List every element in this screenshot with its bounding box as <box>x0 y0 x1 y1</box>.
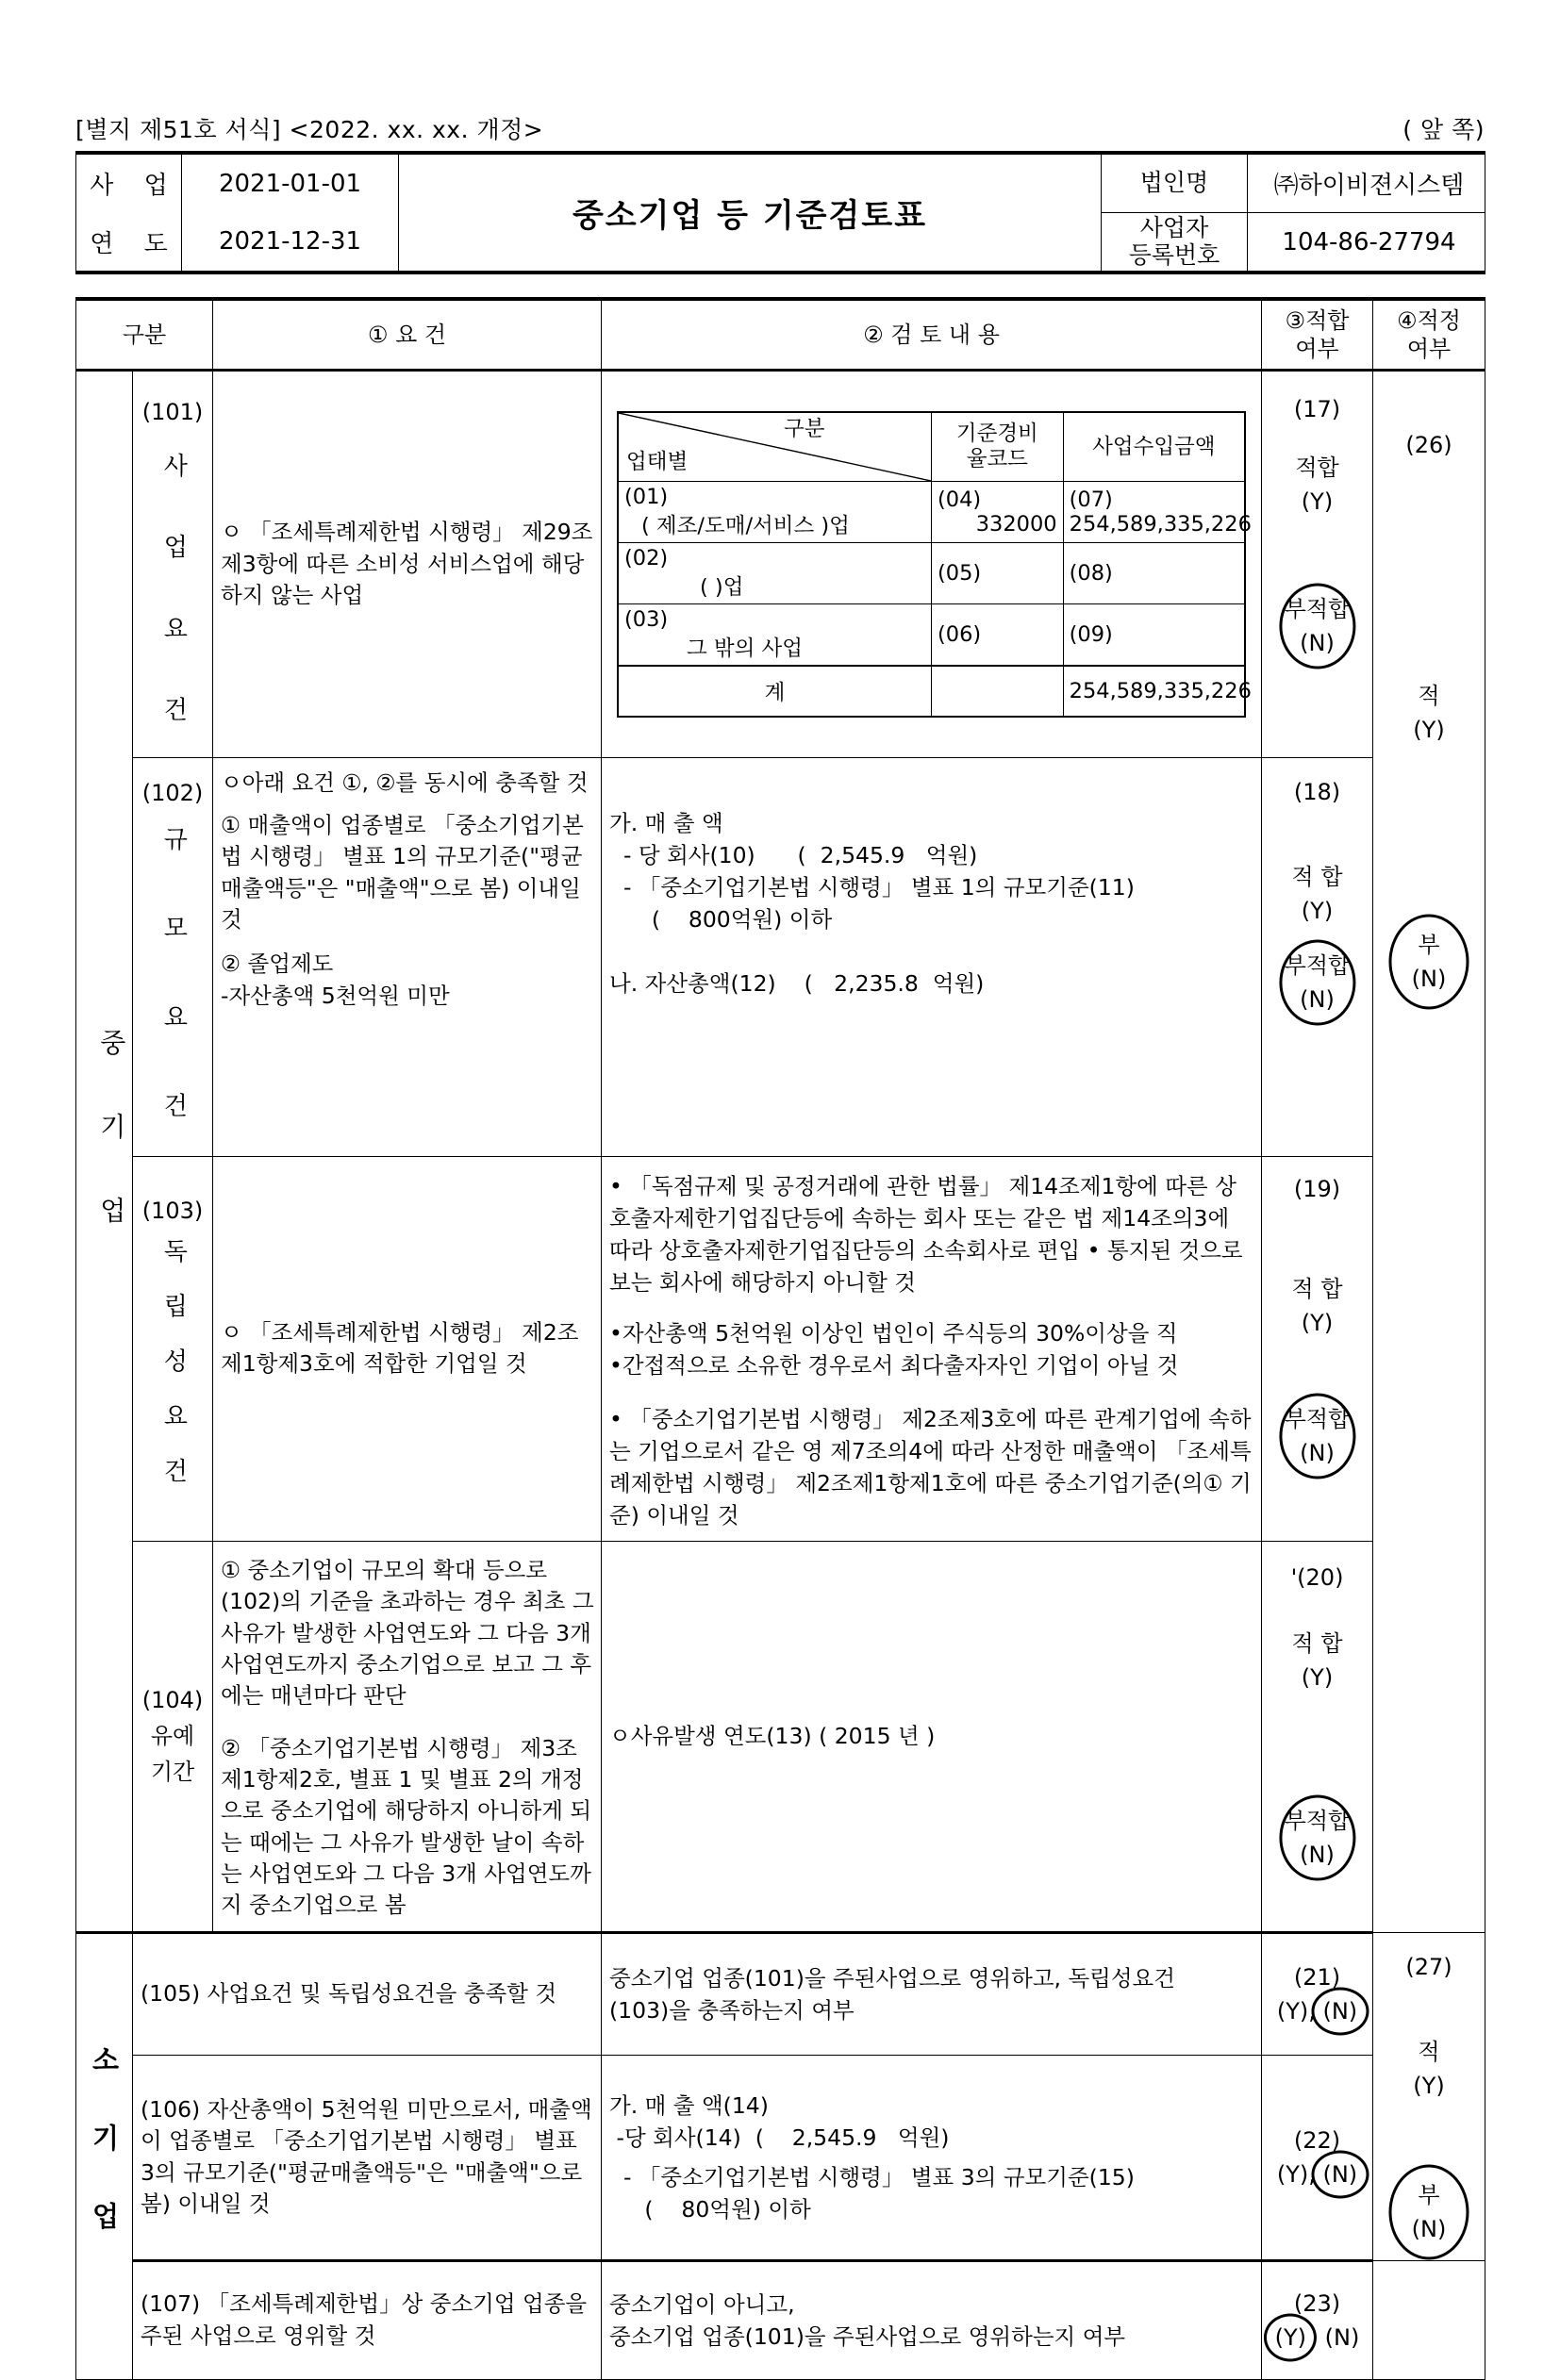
industry-03-name: 그 밖의 사업 <box>687 636 803 661</box>
row-103-proper-no-mark[interactable]: (N) <box>1411 966 1447 992</box>
biz-reg-label-1: 사업자 <box>1139 213 1209 241</box>
head-income: 사업수입금액 <box>1063 412 1245 482</box>
row-107-rev-line2: 중소기업 업종(101)을 주된사업으로 영위하는지 여부 <box>609 2322 1126 2350</box>
row-101-vertical-label: 사 업 요 건 <box>158 453 188 747</box>
industry-total-code <box>932 666 1064 717</box>
row-107-propriety <box>1373 2260 1485 2379</box>
industry-02-code-no: (05) <box>938 560 982 586</box>
row-104-conform-yes-mark[interactable]: (Y) <box>1301 1663 1334 1691</box>
row-105-rev-line2: (103)을 충족하는지 여부 <box>609 1996 855 2024</box>
row-105-judgement-no: (21) <box>1293 1963 1341 1991</box>
row-101-conform-yes-mark[interactable]: (Y) <box>1301 488 1334 515</box>
row-102-rev-line5: 나. 자산총액(12) ( 2,235.8 억원) <box>609 969 985 997</box>
table-row-102 <box>76 757 1485 1157</box>
row-103-bullet-2: •자산총액 5천억원 이상인 법인이 주식등의 30%이상을 직 <box>609 1320 1178 1347</box>
corp-name-value: ㈜하이비젼시스템 <box>1248 153 1485 213</box>
industry-01-code: 332000 <box>975 511 1057 537</box>
biz-year-label-2: 연 도 <box>76 213 182 273</box>
row-102-vertical-label: 규 모 요 건 <box>158 825 188 1146</box>
row-102-req-line3: ② 졸업제도 <box>221 950 334 978</box>
industry-02-name: ( )업 <box>700 574 744 600</box>
biz-reg-label-2: 등록번호 <box>1128 240 1220 269</box>
industry-03-code-cell <box>932 603 1064 666</box>
row-104-requirement <box>213 1541 602 1932</box>
row-104-req-line1: ① 중소기업이 규모의 확대 등으로 (102)의 기준을 초과하는 경우 최초 그 사유가 발생한 사업연도와 그 다음 3개 사업연도까지 중소기업으로 보고 그 후에는 매년마다 판단 <box>221 1556 594 1710</box>
row-104-conform-no[interactable] <box>1285 1804 1351 1872</box>
row-104-conform-no-label[interactable]: 부적합 <box>1284 1807 1351 1834</box>
row-106-rev-line4: ( 80억원) 이하 <box>609 2195 811 2223</box>
row-103-conformity <box>1262 1157 1373 1542</box>
col-proper <box>1373 299 1485 371</box>
industry-02-no: (02) <box>624 545 669 570</box>
row-101-review <box>602 371 1262 758</box>
industry-03-no: (03) <box>624 606 669 632</box>
row-104-conform-no-mark[interactable]: (N) <box>1300 1841 1335 1868</box>
header-table <box>75 151 1485 274</box>
row-103-conform-no-mark[interactable]: (N) <box>1300 1440 1335 1467</box>
industry-01-amt-no: (07) <box>1069 487 1113 512</box>
industry-03-amount-cell <box>1063 603 1245 666</box>
industry-total-row <box>618 666 1245 717</box>
row-107-requirement <box>133 2260 602 2379</box>
row-106-requirement: (106) 자산총액이 5천억원 미만으로서, 매출액이 업종별로 「중소기업기본법 시행령」 별표 3의 규모기준("평균매출액등"은 "매출액"으로 봄) 이내일 것 <box>133 2055 602 2260</box>
industry-02-amt-no: (08) <box>1069 560 1113 586</box>
row-105-conform-no-mark[interactable]: (N) <box>1322 1994 1357 2028</box>
row-105-proper-no: (27) <box>1405 1953 1452 1980</box>
row-106-proper-no-label[interactable]: 부 <box>1418 2181 1440 2208</box>
industry-01-code-no: (04) <box>938 487 982 512</box>
row-104-req-line2: ② 「중소기업기본법 시행령」 제3조제1항제2호, 별표 1 및 별표 2의 개정으로 중소기업에 해당하지 아니하게 되는 때에는 그 사유가 발생한 날이 속하는 사업연도와 그 다음 3개 사업연도까지 중소기업으로 봄 <box>221 1734 592 1919</box>
col-proper-line2: 여부 <box>1406 336 1452 362</box>
row-101-conform-yes[interactable]: 적합 <box>1295 455 1339 481</box>
row-107-conform-yes-mark[interactable]: (Y) <box>1275 2321 1306 2355</box>
row-103-code-cell <box>133 1157 213 1542</box>
industry-breakdown-table <box>617 411 1252 718</box>
head-division-label: 구분 <box>783 416 825 441</box>
row-103-bullet-1: • 「독점규제 및 공정거래에 관한 법률」 제14조제1항에 따른 상호출자제한기업집단등에 속하는 회사 또는 같은 법 제14조의3에 따라 상호출자제한기업집단등의 소속회사로 편입 • 통지된 것으로 보는 회사에 해당하지 아니할 것 <box>609 1173 1243 1297</box>
col-conform <box>1262 299 1373 371</box>
row-103-conform-yes[interactable]: 적 합 <box>1291 1276 1343 1303</box>
row-104-conformity <box>1262 1541 1373 1932</box>
col-requirement: ① 요 건 <box>213 299 602 371</box>
row-101-judgement-no: (17) <box>1293 396 1341 422</box>
row-102-conformity <box>1262 757 1373 1157</box>
row-107-conform-no-mark[interactable]: (N) <box>1324 2323 1360 2351</box>
industry-01-code-cell <box>932 481 1064 542</box>
row-104-conform-yes[interactable]: 적 합 <box>1291 1629 1343 1657</box>
row-102-judgement-no: (18) <box>1293 778 1341 805</box>
row-103-conform-no-label[interactable]: 부적합 <box>1284 1406 1351 1433</box>
group-sme-text: 중 기 업 <box>95 1029 127 1248</box>
row-102-conform-no-label[interactable]: 부적합 <box>1284 951 1351 979</box>
row-101-conform-no-label[interactable]: 부적합 <box>1284 596 1351 622</box>
industry-01-amount-cell <box>1063 481 1252 542</box>
row-102-rev-line3: - 「중소기업기본법 시행령」 별표 1의 규모기준(11) <box>609 873 1135 901</box>
table-row-107 <box>76 2260 1485 2379</box>
row-101-conformity <box>1262 371 1373 758</box>
row-102-conform-no-mark[interactable]: (N) <box>1300 985 1335 1013</box>
row-103-vertical-label: 독 립 성 요 건 <box>158 1238 188 1495</box>
col-proper-line1: ④적정 <box>1397 307 1461 334</box>
table-row-103 <box>76 1157 1485 1542</box>
industry-02-cell <box>618 542 932 603</box>
industry-row-02 <box>618 542 1245 603</box>
row-106-marks[interactable] <box>1262 2157 1372 2191</box>
row-106-proper-no-mark[interactable]: (N) <box>1411 2215 1447 2242</box>
row-104-review: ㅇ사유발생 연도(13) ( 2015 년 ) <box>602 1541 1262 1932</box>
row-106-review <box>602 2055 1262 2260</box>
row-101-propriety <box>1373 371 1485 1933</box>
group-label-small <box>76 1932 133 2379</box>
row-105-conform-yes-mark[interactable]: (Y), <box>1276 1997 1316 2025</box>
row-103-proper-no-label[interactable]: 부 <box>1418 932 1440 958</box>
industry-total-label: 계 <box>618 666 932 717</box>
form-number: [별지 제51호 서식] <2022. xx. xx. 개정> <box>75 116 544 143</box>
row-106-rev-line1: 가. 매 출 액(14) <box>609 2091 769 2119</box>
head-rate-code <box>932 412 1064 482</box>
col-conform-line2: 여부 <box>1295 336 1339 362</box>
row-104-code-cell <box>133 1541 213 1932</box>
row-104-label-2: 기간 <box>150 1759 195 1786</box>
table-header-row <box>76 299 1485 371</box>
industry-01-no: (01) <box>624 484 669 509</box>
row-102-conform-yes-mark[interactable]: (Y) <box>1301 897 1334 924</box>
row-102-req-line4: -자산총액 5천억원 미만 <box>221 982 450 1009</box>
page-side-label: ( 앞 쪽) <box>1402 116 1485 143</box>
industry-01-name: ( 제조/도매/서비스 )업 <box>641 513 850 538</box>
row-102-proper-yes-mark[interactable]: (Y) <box>1413 717 1445 743</box>
row-106-judgement-no: (22) <box>1293 2126 1341 2154</box>
row-103-bullet-3: •간접적으로 소유한 경우로서 최다출자자인 기업이 아닐 것 <box>609 1352 1179 1380</box>
group-small-text: 소 기 업 <box>88 2044 121 2250</box>
industry-02-amount-cell <box>1063 542 1245 603</box>
row-105-requirement: (105) 사업요건 및 독립성요건을 충족할 것 <box>133 1932 602 2055</box>
table-row-104 <box>76 1541 1485 1932</box>
row-102-code: (102) <box>141 779 204 806</box>
row-106-conformity <box>1262 2055 1373 2260</box>
row-106-rev-line3: - 「중소기업기본법 시행령」 별표 3의 규모기준(15) <box>609 2163 1135 2190</box>
corp-name-label: 법인명 <box>1102 153 1248 213</box>
row-101-code-cell <box>133 371 213 758</box>
col-review: ② 검 토 내 용 <box>602 299 1262 371</box>
group-label-sme <box>76 371 133 1933</box>
industry-row-01 <box>618 481 1245 542</box>
row-104-label-1: 유예 <box>150 1723 195 1750</box>
row-102-rev-line1: 가. 매 출 액 <box>609 809 723 836</box>
row-107-req-line2: 주된 사업으로 영위할 것 <box>141 2322 376 2349</box>
row-102-rev-line2: - 당 회사(10) ( 2,545.9 억원) <box>609 841 978 868</box>
row-102-req-line2: ① 매출액이 업종별로 「중소기업기본법 시행령」 별표 1의 규모기준("평균매출액등"은 "매출액"으로 봄) 이내일 것 <box>221 811 584 934</box>
biz-year-to: 2021-12-31 <box>182 213 399 273</box>
biz-year-label-1: 사 업 <box>76 153 182 213</box>
row-107-conformity <box>1262 2260 1373 2379</box>
industry-01-cell <box>618 481 932 542</box>
row-106-proper-yes-mark[interactable]: (Y) <box>1413 2072 1445 2099</box>
row-102-conform-no[interactable] <box>1285 949 1351 1016</box>
biz-reg-value: 104-86-27794 <box>1248 213 1485 273</box>
row-101-code: (101) <box>141 399 204 425</box>
head-industry-label: 업태별 <box>626 450 689 475</box>
row-102-requirement <box>213 757 602 1157</box>
row-101-conform-no[interactable] <box>1285 592 1351 660</box>
row-107-judgement-no: (23) <box>1293 2289 1341 2317</box>
row-105-marks[interactable] <box>1262 1994 1372 2028</box>
head-rate-code-line1: 기준경비 <box>955 421 1038 447</box>
row-102-proper-yes[interactable]: 적 <box>1418 683 1440 709</box>
table-row-106 <box>76 2055 1485 2260</box>
biz-reg-label <box>1102 213 1248 273</box>
row-101-conform-no-mark[interactable]: (N) <box>1300 630 1335 656</box>
row-105-propriety <box>1373 1932 1485 2260</box>
row-104-code: (104) <box>141 1686 204 1713</box>
row-105-rev-line1: 중소기업 업종(101)을 주된사업으로 영위하고, 독립성요건 <box>609 1964 1175 1992</box>
row-103-bullet-4: • 「중소기업기본법 시행령」 제2조제3호에 따른 관계기업에 속하는 기업으로서 같은 영 제7조의4에 따라 산정한 매출액이 「조세특례제한법 시행령」 제2조제1항제1호에 따른 중소기업기준(의① 기준) 이내일 것 <box>609 1405 1252 1529</box>
row-107-req-line1: (107) 「조세특례제한법」상 중소기업 업종을 <box>141 2290 588 2318</box>
industry-01-amount: 254,589,335,226 <box>1069 511 1252 537</box>
table-row-101 <box>76 371 1485 758</box>
industry-head-diagonal <box>618 412 932 482</box>
row-103-conform-no[interactable] <box>1285 1402 1351 1470</box>
industry-02-code-cell <box>932 542 1064 603</box>
industry-03-code-no: (06) <box>938 621 982 647</box>
row-103-requirement: ㅇ 「조세특례제한법 시행령」 제2조제1항제3호에 적합한 기업일 것 <box>213 1157 602 1542</box>
row-107-review <box>602 2260 1262 2379</box>
page-title: 중소기업 등 기준검토표 <box>399 153 1102 273</box>
row-104-judgement-no: '(20) <box>1290 1563 1344 1591</box>
industry-03-amt-no: (09) <box>1069 621 1113 647</box>
row-103-judgement-no: (19) <box>1293 1176 1341 1203</box>
row-103-code: (103) <box>141 1198 204 1225</box>
row-106-conform-yes-mark[interactable]: (Y), <box>1276 2160 1316 2188</box>
col-division: 구분 <box>76 299 213 371</box>
head-rate-code-line2: 율코드 <box>966 446 1028 471</box>
industry-row-03 <box>618 603 1245 666</box>
row-106-conform-no-mark[interactable]: (N) <box>1322 2157 1357 2191</box>
row-106-proper-yes[interactable]: 적 <box>1418 2038 1440 2065</box>
row-101-requirement: ㅇ 「조세특례제한법 시행령」 제29조제3항에 따른 소비성 서비스업에 해당하지 않는 사업 <box>213 371 602 758</box>
table-row-105 <box>76 1932 1485 2055</box>
industry-03-cell <box>618 603 932 666</box>
row-102-rev-line4: ( 800억원) 이하 <box>609 905 833 933</box>
row-103-conform-yes-mark[interactable]: (Y) <box>1301 1310 1334 1337</box>
row-102-review <box>602 757 1262 1157</box>
row-103-proper-no[interactable] <box>1404 926 1454 998</box>
row-105-conformity <box>1262 1932 1373 2055</box>
row-106-rev-line2: -당 회사(14) ( 2,545.9 억원) <box>609 2124 950 2151</box>
row-102-conform-yes[interactable]: 적 합 <box>1291 863 1343 890</box>
row-102-req-line1: ㅇ아래 요건 ①, ②를 동시에 충족할 것 <box>221 769 589 796</box>
criteria-table <box>75 297 1485 2380</box>
form-topline <box>75 0 1485 151</box>
row-106-proper-no[interactable] <box>1404 2176 1454 2248</box>
biz-year-from: 2021-01-01 <box>182 153 399 213</box>
col-conform-line1: ③적합 <box>1285 307 1350 334</box>
row-107-rev-line1: 중소기업이 아니고, <box>609 2290 795 2318</box>
industry-total-amount: 254,589,335,226 <box>1063 666 1245 717</box>
row-105-review <box>602 1932 1262 2055</box>
row-107-marks[interactable] <box>1262 2321 1372 2355</box>
row-101-proper-no: (26) <box>1405 432 1452 458</box>
row-103-review <box>602 1157 1262 1542</box>
